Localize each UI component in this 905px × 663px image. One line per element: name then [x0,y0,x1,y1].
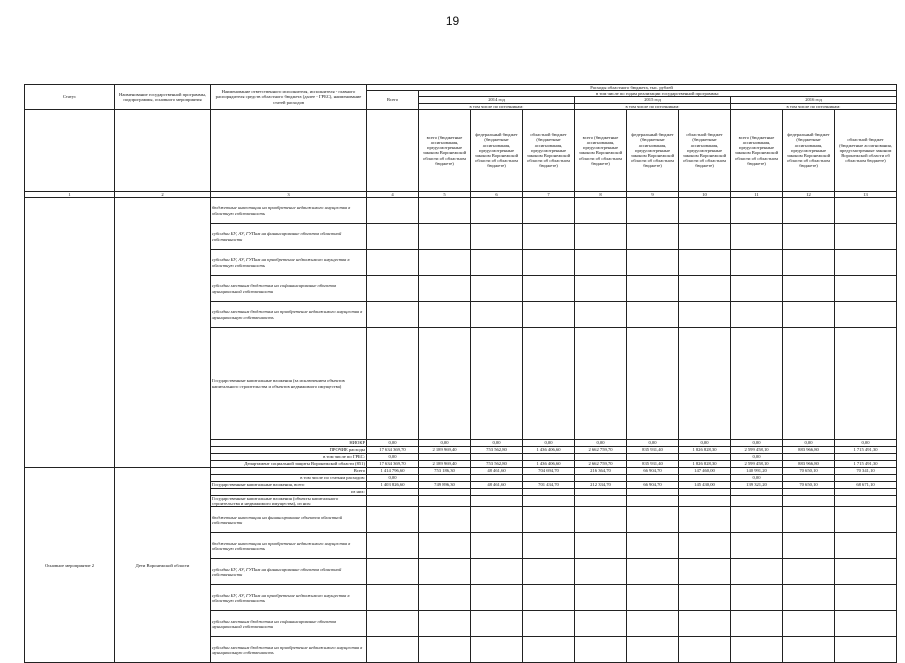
value-cell [835,328,897,440]
value-cell [523,507,575,533]
value-cell [419,302,471,328]
value-cell [679,302,731,328]
value-cell [679,489,731,496]
value-cell [471,489,523,496]
value-cell: 1 715 491,30 [835,447,897,454]
column-number: 9 [627,191,679,197]
value-cell: 2 662 759,70 [575,447,627,454]
value-cell [419,496,471,507]
value-cell [731,224,783,250]
row-label: субсидии БУ, АУ, ГУПам на приобретение недвижимого имущества в областную собственность [211,585,367,611]
value-cell [419,489,471,496]
value-cell [471,302,523,328]
value-cell: 0,00 [523,440,575,447]
row-label: бюджетные инвестиции на финансирование объектов областной собственности [211,507,367,533]
value-cell [367,302,419,328]
value-cell [835,302,897,328]
value-cell: 0,00 [783,440,835,447]
row-label: субсидии БУ, АУ, ГУПам на финансирование объектов областной собственности [211,224,367,250]
value-cell: 749 896,30 [419,482,471,489]
value-cell [679,328,731,440]
value-cell: 0,00 [731,475,783,482]
value-cell [679,507,731,533]
header-src-all-2014: всего (бюджетные ассигнования, предусмотренные законом Воронежской области об областном бюджете) [419,109,471,191]
row-label: Департамент социальной защиты Воронежской области (851) [211,461,367,468]
row-label: Государственные капитальные вложения, всего [211,482,367,489]
value-cell [523,224,575,250]
row-label: Государственные капитальные вложения (объекты капитального строительства и недвижимого имущества), из них: [211,496,367,507]
row-label: в том числе по статьям расходов: [211,475,367,482]
value-cell: 1 436 406,60 [523,461,575,468]
value-cell [783,198,835,224]
value-cell [367,489,419,496]
column-number: 11 [731,191,783,197]
value-cell [419,328,471,440]
table-row [25,198,897,224]
value-cell: 0,00 [731,454,783,461]
value-cell [731,328,783,440]
value-cell [783,637,835,663]
header-by-years: в том числе по годам реализации государственной программы: [419,91,897,97]
value-cell [627,198,679,224]
value-cell [627,302,679,328]
value-cell [731,637,783,663]
value-cell [835,475,897,482]
value-cell: 140 991,20 [731,468,783,475]
value-cell [367,496,419,507]
value-cell [627,328,679,440]
header-src-all-2015: всего (бюджетные ассигнования, предусмотренные законом Воронежской области об областном бюджете) [575,109,627,191]
column-number: 4 [367,191,419,197]
value-cell [783,559,835,585]
row-label: субсидии местным бюджетам на приобретение недвижимого имущества в муниципальную собственность [211,302,367,328]
header-src-federal-2014: федеральный бюджет (бюджетные ассигнования, предусмотренные законом Воронежской области об областном бюджете) [471,109,523,191]
value-cell [731,250,783,276]
value-cell [367,507,419,533]
value-cell: 2 599 458,10 [731,447,783,454]
value-cell [627,496,679,507]
value-cell: 701 434,70 [523,482,575,489]
header-executor-cont [211,109,367,191]
value-cell [783,489,835,496]
value-cell [835,559,897,585]
row-label: Всего [211,468,367,475]
value-cell: 0,00 [835,440,897,447]
value-cell [419,250,471,276]
value-cell [679,611,731,637]
value-cell: 0,00 [575,440,627,447]
value-cell [575,533,627,559]
value-cell: 2 189 969,40 [419,461,471,468]
value-cell [419,507,471,533]
value-cell [575,559,627,585]
row-label: субсидии местным бюджетам на приобретение недвижимого имущества в муниципальную собственность [211,637,367,663]
value-cell [627,224,679,250]
value-cell [471,507,523,533]
value-cell [679,533,731,559]
value-cell [523,496,575,507]
status-cell: Основное мероприятие 2 [25,468,115,663]
value-cell [367,611,419,637]
value-cell [575,585,627,611]
value-cell [367,198,419,224]
value-cell: 0,00 [679,440,731,447]
value-cell: 1 826 828,30 [679,461,731,468]
value-cell [471,224,523,250]
value-cell [471,250,523,276]
value-cell [419,611,471,637]
value-cell [835,496,897,507]
value-cell [575,496,627,507]
value-cell: 835 931,40 [627,461,679,468]
value-cell [523,559,575,585]
budget-table [24,84,897,663]
value-cell [783,533,835,559]
row-label: субсидии БУ, АУ, ГУПам на финансирование объектов областной собственности [211,559,367,585]
value-cell: 0,00 [367,454,419,461]
column-number: 10 [679,191,731,197]
value-cell [627,475,679,482]
header-status-cont [25,109,115,191]
value-cell: 66 904,70 [627,468,679,475]
header-sources-2016: в том числе по источникам: [731,103,897,109]
value-cell [731,276,783,302]
value-cell [679,475,731,482]
value-cell [835,250,897,276]
value-cell [783,496,835,507]
value-cell [419,454,471,461]
value-cell [731,559,783,585]
value-cell: 1 436 406,60 [523,447,575,454]
header-sources-2014: в том числе по источникам: [419,103,575,109]
value-cell: 70 650,10 [783,468,835,475]
value-cell: 2 189 969,40 [419,447,471,454]
value-cell [627,637,679,663]
value-cell [783,454,835,461]
value-cell [523,328,575,440]
value-cell [575,302,627,328]
value-cell [783,302,835,328]
value-cell [471,585,523,611]
value-cell [627,276,679,302]
value-cell [575,475,627,482]
value-cell [783,224,835,250]
value-cell: 0,00 [731,440,783,447]
value-cell [783,611,835,637]
column-number: 7 [523,191,575,197]
value-cell [471,533,523,559]
value-cell [731,585,783,611]
table-row [25,468,897,475]
value-cell [471,198,523,224]
value-cell [783,276,835,302]
value-cell [627,250,679,276]
value-cell [471,475,523,482]
value-cell [523,585,575,611]
value-cell [523,250,575,276]
value-cell [523,475,575,482]
value-cell [627,585,679,611]
value-cell: 0,00 [471,440,523,447]
row-label: субсидии местным бюджетам на софинансирование объектов муниципальной собственности [211,276,367,302]
value-cell [783,328,835,440]
value-cell: 704 694,70 [523,468,575,475]
value-cell [679,496,731,507]
value-cell: 1 403 826,60 [367,482,419,489]
header-total-cont [367,109,419,191]
value-cell [575,637,627,663]
value-cell: 1 826 828,30 [679,447,731,454]
value-cell [835,276,897,302]
value-cell [835,224,897,250]
value-cell [523,489,575,496]
row-label: субсидии БУ, АУ, ГУПам на приобретение недвижимого имущества в областную собственность [211,250,367,276]
header-year-2014: 2014 год [419,97,575,103]
value-cell [367,328,419,440]
value-cell [523,302,575,328]
column-number: 13 [835,191,897,197]
header-year-2015: 2015 год [575,97,731,103]
value-cell [679,585,731,611]
value-cell [835,585,897,611]
value-cell: 145 430,00 [679,482,731,489]
value-cell [367,533,419,559]
value-cell [367,276,419,302]
header-program-name: Наименование государственной программы, подпрограммы, основного мероприятия [115,85,211,110]
row-label: в том числе по ГРБС: [211,454,367,461]
value-cell [367,224,419,250]
value-cell [419,585,471,611]
value-cell: 0,00 [419,440,471,447]
row-label: Государственные капитальные вложения (за исключением объектов капитального строительства и объектов недвижимого имущества) [211,328,367,440]
value-cell: 66 904,70 [627,482,679,489]
header-total: Всего [367,91,419,110]
column-number: 2 [115,191,211,197]
value-cell [419,475,471,482]
value-cell [679,198,731,224]
value-cell [835,637,897,663]
value-cell [679,250,731,276]
page-number: 19 [445,14,460,28]
value-cell: 753 186,30 [419,468,471,475]
value-cell [523,637,575,663]
value-cell [471,611,523,637]
value-cell [835,489,897,496]
value-cell [627,507,679,533]
value-cell [731,533,783,559]
value-cell [679,276,731,302]
header-src-federal-2016: федеральный бюджет (бюджетные ассигнования, предусмотренные законом Воронежской области об областном бюджете) [783,109,835,191]
value-cell [419,559,471,585]
value-cell [471,328,523,440]
value-cell: 139 321,20 [731,482,783,489]
value-cell [731,611,783,637]
value-cell [731,507,783,533]
value-cell: 48 461,60 [471,482,523,489]
header-budget-expenses: Расходы областного бюджета, тыс. рублей [367,85,897,91]
header-src-regional-2014: областной бюджет (бюджетные ассигнования, предусмотренные законом Воронежской области об областном бюджете) [523,109,575,191]
column-number: 1 [25,191,115,197]
value-cell [367,585,419,611]
value-cell [783,585,835,611]
row-label: субсидии местным бюджетам на софинансирование объектов муниципальной собственности [211,611,367,637]
value-cell: 0,00 [367,440,419,447]
value-cell: 216 364,70 [575,468,627,475]
value-cell [471,637,523,663]
value-cell: 68 671,10 [835,482,897,489]
value-cell [679,637,731,663]
header-name-cont [115,109,211,191]
row-label: бюджетные инвестиции на приобретение недвижимого имущества в областную собственность [211,198,367,224]
value-cell [471,276,523,302]
value-cell [575,454,627,461]
value-cell [575,489,627,496]
value-cell [471,559,523,585]
value-cell [523,454,575,461]
value-cell: 883 966,80 [783,461,835,468]
value-cell [575,250,627,276]
value-cell [575,611,627,637]
value-cell [627,533,679,559]
value-cell [731,198,783,224]
value-cell: 147 460,00 [679,468,731,475]
value-cell [835,507,897,533]
value-cell [679,454,731,461]
value-cell: 2 599 458,10 [731,461,783,468]
value-cell [419,637,471,663]
value-cell [419,198,471,224]
column-number: 8 [575,191,627,197]
column-number: 5 [419,191,471,197]
header-executor: Наименование ответственного исполнителя, исполнителя - главного распорядителя средств областного бюджета (далее - ГРБС), наименование статей расходов [211,85,367,110]
value-cell [575,198,627,224]
value-cell: 1 414 796,60 [367,468,419,475]
value-cell [523,198,575,224]
value-cell [367,250,419,276]
value-cell: 883 966,80 [783,447,835,454]
row-label: НИОКР [211,440,367,447]
value-cell [367,559,419,585]
value-cell [627,489,679,496]
value-cell [523,533,575,559]
value-cell [835,198,897,224]
header-sources-2015: в том числе по источникам: [575,103,731,109]
value-cell [575,507,627,533]
header-src-all-2016: всего (бюджетные ассигнования, предусмотренные законом Воронежской области об областном бюджете) [731,109,783,191]
value-cell [627,611,679,637]
value-cell [575,328,627,440]
value-cell [731,496,783,507]
value-cell [679,224,731,250]
program-name-cell [115,198,211,468]
value-cell: 17 634 369,70 [367,447,419,454]
header-src-regional-2016: областной бюджет (бюджетные ассигнования, предусмотренные законом Воронежской области об областном бюджете) [835,109,897,191]
value-cell: 212 334,70 [575,482,627,489]
status-cell [25,198,115,468]
value-cell [835,533,897,559]
value-cell [523,611,575,637]
value-cell: 48 461,60 [471,468,523,475]
value-cell [835,611,897,637]
column-number: 6 [471,191,523,197]
value-cell: 1 715 491,30 [835,461,897,468]
value-cell: 70 650,10 [783,482,835,489]
header-src-federal-2015: федеральный бюджет (бюджетные ассигнования, предусмотренные законом Воронежской области об областном бюджете) [627,109,679,191]
value-cell: 70 341,10 [835,468,897,475]
column-number: 12 [783,191,835,197]
header-status: Статус [25,85,115,110]
value-cell: 2 662 759,70 [575,461,627,468]
value-cell [783,475,835,482]
value-cell [783,507,835,533]
value-cell [783,250,835,276]
header-year-2016: 2016 год [731,97,897,103]
row-label: ПРОЧИЕ расходы [211,447,367,454]
value-cell [419,276,471,302]
value-cell: 0,00 [627,440,679,447]
value-cell [367,637,419,663]
value-cell [731,489,783,496]
column-number: 3 [211,191,367,197]
value-cell: 835 931,40 [627,447,679,454]
value-cell [575,276,627,302]
program-name-cell: Дети Воронежской области [115,468,211,663]
value-cell: 753 562,80 [471,461,523,468]
row-label: из них: [211,489,367,496]
value-cell [835,454,897,461]
value-cell: 0,00 [367,475,419,482]
value-cell [627,454,679,461]
value-cell [679,559,731,585]
value-cell: 753 562,80 [471,447,523,454]
value-cell [419,533,471,559]
value-cell [419,224,471,250]
header-src-regional-2015: областной бюджет (бюджетные ассигнования, предусмотренные законом Воронежской области об областном бюджете) [679,109,731,191]
value-cell [575,224,627,250]
value-cell [731,302,783,328]
value-cell: 17 634 369,70 [367,461,419,468]
value-cell [627,559,679,585]
value-cell [471,454,523,461]
value-cell [523,276,575,302]
value-cell [471,496,523,507]
row-label: бюджетные инвестиции на приобретение недвижимого имущества в областную собственность [211,533,367,559]
